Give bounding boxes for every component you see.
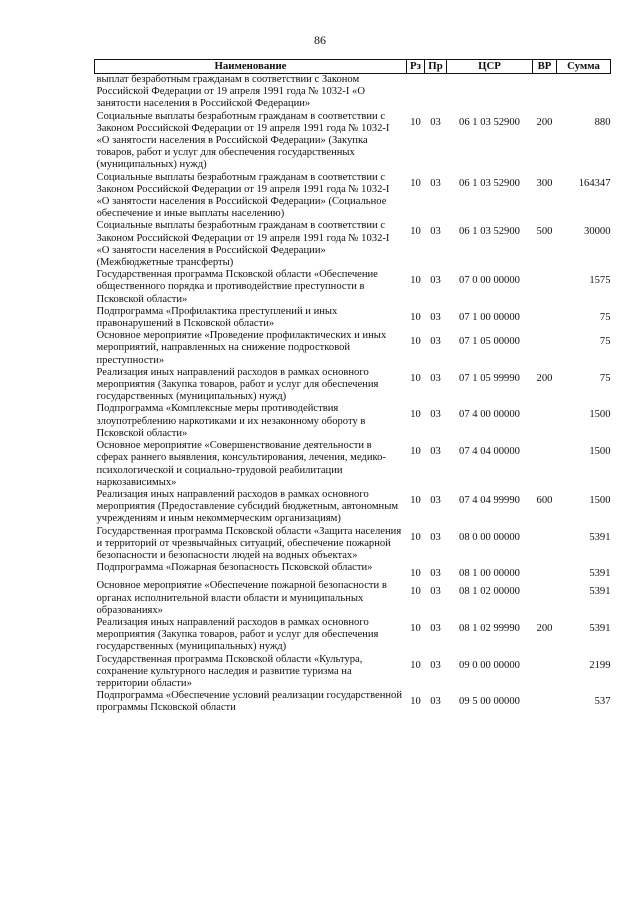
cell-rz: 10	[410, 275, 421, 287]
cell-vr	[533, 580, 557, 617]
cell-csr: 08 1 02 99990	[459, 622, 520, 634]
cell-csr: 06 1 03 52900	[459, 116, 520, 128]
cell-csr: 09 5 00 00000	[459, 696, 520, 708]
cell-vr: 300	[536, 177, 553, 189]
cell-name: Государственная программа Псковской области «Культура, сохранение культурного наследия и развитие туризма на территории области»	[96, 653, 363, 689]
table-row	[95, 617, 611, 654]
cell-vr: 200	[536, 372, 553, 384]
cell-csr: 07 1 05 99990	[459, 372, 520, 384]
cell-sum: 1500	[589, 446, 611, 458]
cell-vr	[533, 440, 557, 489]
cell-rz: 10	[410, 372, 421, 384]
cell-csr: 07 1 05 00000	[459, 336, 520, 348]
cell-pr: 03	[430, 531, 441, 543]
cell-csr: 08 1 00 00000	[459, 568, 520, 580]
cell-vr	[533, 306, 557, 330]
table-row	[95, 269, 611, 306]
cell-name: Реализация иных направлений расходов в рамках основного мероприятия (Предоставление субсидий бюджетным, автономным учреждениям и иным некоммерческим организациям)	[96, 488, 399, 525]
cell-sum: 30000	[584, 226, 611, 238]
column-header-name: Наименование	[95, 60, 407, 74]
cell-pr: 03	[430, 177, 441, 189]
cell-name: Подпрограмма «Профилактика преступлений и иных правонарушений в Псковской области»	[96, 305, 338, 330]
cell-vr	[533, 330, 557, 367]
cell-name: выплат безработным гражданам в соответствии с Законом Российской Федерации от 19 апреля 1991 года № 1032-I «О занятости населения в Российской Федерации»	[96, 74, 365, 110]
cell-name: Подпрограмма «Обеспечение условий реализации государственной программы Псковской области	[96, 690, 403, 714]
cell-sum: 5391	[589, 586, 611, 598]
table-row	[95, 220, 611, 269]
cell-name: Социальные выплаты безработным гражданам в соответствии с Законом Российской Федерации от 19 апреля 1991 года № 1032-I «О занятости населения в Российской Федерации» (Межбюджетные трансферты)	[96, 220, 390, 269]
budget-table	[94, 59, 611, 715]
cell-csr: 07 4 04 00000	[459, 446, 520, 458]
table-row	[95, 562, 611, 580]
cell-vr	[533, 690, 557, 714]
cell-rz: 10	[410, 696, 421, 708]
cell-pr: 03	[430, 586, 441, 598]
cell-vr	[533, 562, 557, 580]
cell-sum: 537	[594, 696, 611, 708]
table-header-row	[95, 60, 611, 74]
cell-vr	[533, 403, 557, 440]
cell-pr: 03	[430, 568, 441, 580]
cell-name: Реализация иных направлений расходов в рамках основного мероприятия (Закупка товаров, работ и услуг для обеспечения государственных (муниципальных) нужд)	[96, 366, 379, 403]
cell-rz: 10	[410, 586, 421, 598]
cell-csr: 07 4 04 99990	[459, 494, 520, 506]
cell-vr	[533, 654, 557, 691]
table-row	[95, 526, 611, 563]
cell-name: Основное мероприятие «Совершенствование деятельности в сферах раннего выявления, консультирования, лечения, медико-психологической и социально-трудовой реабилитации наркозависимых»	[96, 440, 386, 488]
cell-name: Основное мероприятие «Проведение профилактических и иных мероприятий, направленных на снижение подростковой преступности»	[96, 330, 387, 366]
cell-name: Социальные выплаты безработным гражданам в соответствии с Законом Российской Федерации от 19 апреля 1991 года № 1032-I «О занятости населения в Российской Федерации» (Закупка товаров, работ и услуг для обеспечения государственных (муниципальных) нужд)	[96, 110, 390, 171]
table-row	[95, 367, 611, 404]
cell-pr: 03	[430, 336, 441, 348]
table-row	[95, 440, 611, 489]
cell-csr: 06 1 03 52900	[459, 177, 520, 189]
cell-pr: 03	[430, 116, 441, 128]
cell-sum: 75	[599, 311, 611, 323]
cell-pr: 03	[430, 372, 441, 384]
table-row	[95, 489, 611, 526]
cell-rz: 10	[410, 659, 421, 671]
cell-name: Подпрограмма «Пожарная безопасность Псковской области»	[96, 562, 373, 574]
table-row	[95, 654, 611, 691]
table-row	[95, 403, 611, 440]
table-row	[95, 580, 611, 617]
cell-csr: 06 1 03 52900	[459, 226, 520, 238]
cell-name: Социальные выплаты безработным гражданам в соответствии с Законом Российской Федерации от 19 апреля 1991 года № 1032-I «О занятости населения в Российской Федерации» (Социальное обеспечение и иные выплаты населению)	[96, 171, 390, 220]
table-row	[95, 74, 611, 111]
column-header-vr: ВР	[533, 60, 557, 74]
cell-csr: 07 4 00 00000	[459, 409, 520, 421]
cell-csr	[447, 74, 533, 111]
cell-pr: 03	[430, 226, 441, 238]
cell-rz: 10	[410, 531, 421, 543]
cell-vr: 600	[536, 494, 553, 506]
cell-csr: 07 1 00 00000	[459, 311, 520, 323]
table-row	[95, 306, 611, 330]
column-header-pr: Пр	[425, 60, 447, 74]
cell-rz: 10	[410, 336, 421, 348]
cell-rz: 10	[410, 494, 421, 506]
cell-name: Основное мероприятие «Обеспечение пожарной безопасности в органах исполнительной власти области и муниципальных образованиях»	[96, 580, 387, 616]
page-number: 86	[314, 33, 326, 47]
cell-sum: 5391	[589, 531, 611, 543]
cell-sum: 1500	[589, 409, 611, 421]
cell-sum: 5391	[589, 568, 611, 580]
cell-csr: 08 0 00 00000	[459, 531, 520, 543]
cell-name: Подпрограмма «Комплексные меры противодействия злоупотреблению наркотиками и их незаконному обороту в Псковской области»	[96, 403, 366, 439]
cell-vr	[533, 74, 557, 111]
cell-sum: 75	[599, 372, 611, 384]
column-header-csr: ЦСР	[447, 60, 533, 74]
cell-rz: 10	[410, 622, 421, 634]
cell-pr: 03	[430, 409, 441, 421]
cell-rz: 10	[410, 409, 421, 421]
cell-name: Реализация иных направлений расходов в рамках основного мероприятия (Закупка товаров, работ и услуг для обеспечения государственных (муниципальных) нужд)	[96, 616, 379, 653]
cell-sum: 880	[594, 116, 611, 128]
cell-pr: 03	[430, 311, 441, 323]
cell-sum: 1575	[589, 275, 611, 287]
cell-rz: 10	[410, 446, 421, 458]
table-row	[95, 330, 611, 367]
cell-pr: 03	[430, 622, 441, 634]
cell-pr: 03	[430, 494, 441, 506]
cell-rz: 10	[410, 116, 421, 128]
cell-sum: 75	[599, 336, 611, 348]
cell-name: Государственная программа Псковской области «Обеспечение общественного порядка и противодействие преступности в Псковской области»	[96, 269, 378, 305]
cell-vr	[533, 526, 557, 563]
cell-pr: 03	[430, 446, 441, 458]
cell-pr: 03	[430, 275, 441, 287]
column-header-rz: Рз	[407, 60, 425, 74]
cell-csr: 09 0 00 00000	[459, 659, 520, 671]
cell-rz: 10	[410, 226, 421, 238]
cell-vr: 200	[536, 116, 553, 128]
table-row	[95, 172, 611, 221]
cell-vr: 500	[536, 226, 553, 238]
cell-pr: 03	[430, 696, 441, 708]
cell-sum: 2199	[589, 659, 611, 671]
cell-sum: 5391	[589, 622, 611, 634]
table-row	[95, 690, 611, 714]
table-row	[95, 111, 611, 172]
cell-rz: 10	[410, 568, 421, 580]
cell-sum	[557, 74, 611, 111]
cell-vr: 200	[536, 622, 553, 634]
cell-rz: 10	[410, 311, 421, 323]
cell-sum: 164347	[578, 177, 611, 189]
cell-pr	[425, 74, 447, 111]
cell-name: Государственная программа Псковской области «Защита населения и территорий от чрезвычайных ситуаций, обеспечение пожарной безопасности и безопасности людей на водных объектах»	[96, 525, 402, 561]
cell-csr: 08 1 02 00000	[459, 586, 520, 598]
cell-vr	[533, 269, 557, 306]
cell-csr: 07 0 00 00000	[459, 275, 520, 287]
cell-pr: 03	[430, 659, 441, 671]
cell-rz: 10	[410, 177, 421, 189]
cell-sum: 1500	[589, 494, 611, 506]
cell-rz	[407, 74, 425, 111]
column-header-sum: Сумма	[557, 60, 611, 74]
